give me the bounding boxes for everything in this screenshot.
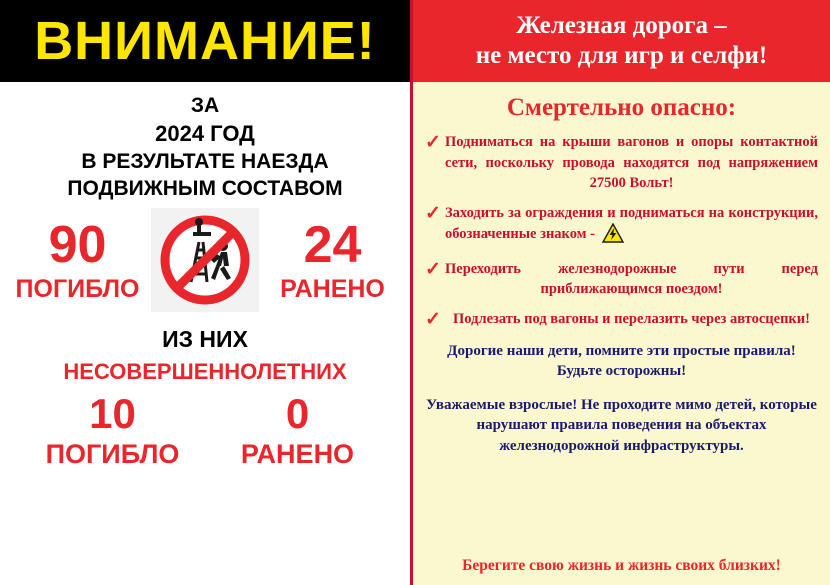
minor-killed-number: 10 [89, 390, 136, 438]
attention-banner [0, 0, 410, 82]
total-injured-label: РАНЕНО [280, 274, 385, 303]
list-item [425, 132, 818, 194]
no-climbing-railcar-sign-icon [151, 208, 259, 312]
total-killed-number: 90 [48, 215, 107, 274]
minors-label: НЕСОВЕРШЕННОЛЕТНИХ [63, 359, 347, 385]
minor-injured-number: 0 [285, 390, 310, 438]
minor-injured-label: РАНЕНО [240, 439, 355, 470]
deadly-danger-title: Смертельно опасно: [506, 94, 737, 121]
bullet-text-1: Подниматься на крыши вагонов и опоры контактной сети, поскольку провода находятся под напряжением 27500 Вольт! [445, 134, 818, 192]
total-injured-block [265, 215, 400, 303]
list-item [425, 203, 818, 250]
railway-banner-line-2: не место для игр и селфи! [475, 42, 768, 69]
bullet-text-4: Подлезать под вагоны и перелазить через автосцепки! [453, 311, 810, 328]
minor-killed-block [20, 390, 205, 470]
note-adults: Уважаемые взрослые! Не проходите мимо детей, которые нарушают правила поведения на объектах железнодорожной инфраструктуры. [426, 397, 817, 454]
list-item [425, 309, 818, 330]
left-panel [0, 0, 410, 585]
right-content [413, 82, 830, 585]
attention-title: ВНИМАНИЕ! [34, 11, 376, 71]
final-message: Берегите свою жизнь и жизнь своих близких! [462, 557, 781, 575]
headline-line-4: ПОДВИЖНЫМ СОСТАВОМ [67, 177, 343, 201]
total-killed-block [10, 215, 145, 303]
headline-line-1: ЗА [190, 94, 220, 117]
bullet-text-2: Заходить за ограждения и подниматься на конструкции, обозначенные знаком - [445, 204, 818, 243]
note-children: Дорогие наши дети, помните эти простые правила! Будьте осторожны! [447, 342, 796, 379]
sign-wrapper [145, 208, 265, 312]
check-icon: ✓ [425, 309, 441, 331]
headline-line-2: 2024 ГОД [155, 120, 255, 146]
totals-row [0, 208, 410, 312]
list-item [425, 259, 818, 300]
check-icon: ✓ [425, 258, 441, 280]
railway-banner [413, 0, 830, 82]
minor-injured-block [205, 390, 390, 470]
check-icon: ✓ [425, 202, 441, 224]
railway-banner-line-1: Железная дорога – [516, 11, 727, 39]
left-content [0, 82, 410, 585]
bullet-text-2-wrapper [445, 203, 818, 250]
total-injured-number: 24 [303, 215, 362, 274]
of-which-label: ИЗ НИХ [162, 326, 248, 353]
total-killed-label: ПОГИБЛО [15, 274, 140, 303]
minor-killed-label: ПОГИБЛО [45, 439, 180, 470]
bullet-text-3: Переходить железнодорожные пути перед приближающимся поездом! [445, 260, 818, 298]
headline-line-3: В РЕЗУЛЬТАТЕ НАЕЗДА [81, 149, 329, 173]
minor-totals-row [0, 390, 410, 470]
right-panel [410, 0, 830, 585]
check-icon: ✓ [425, 132, 441, 153]
high-voltage-warning-icon [602, 223, 624, 250]
